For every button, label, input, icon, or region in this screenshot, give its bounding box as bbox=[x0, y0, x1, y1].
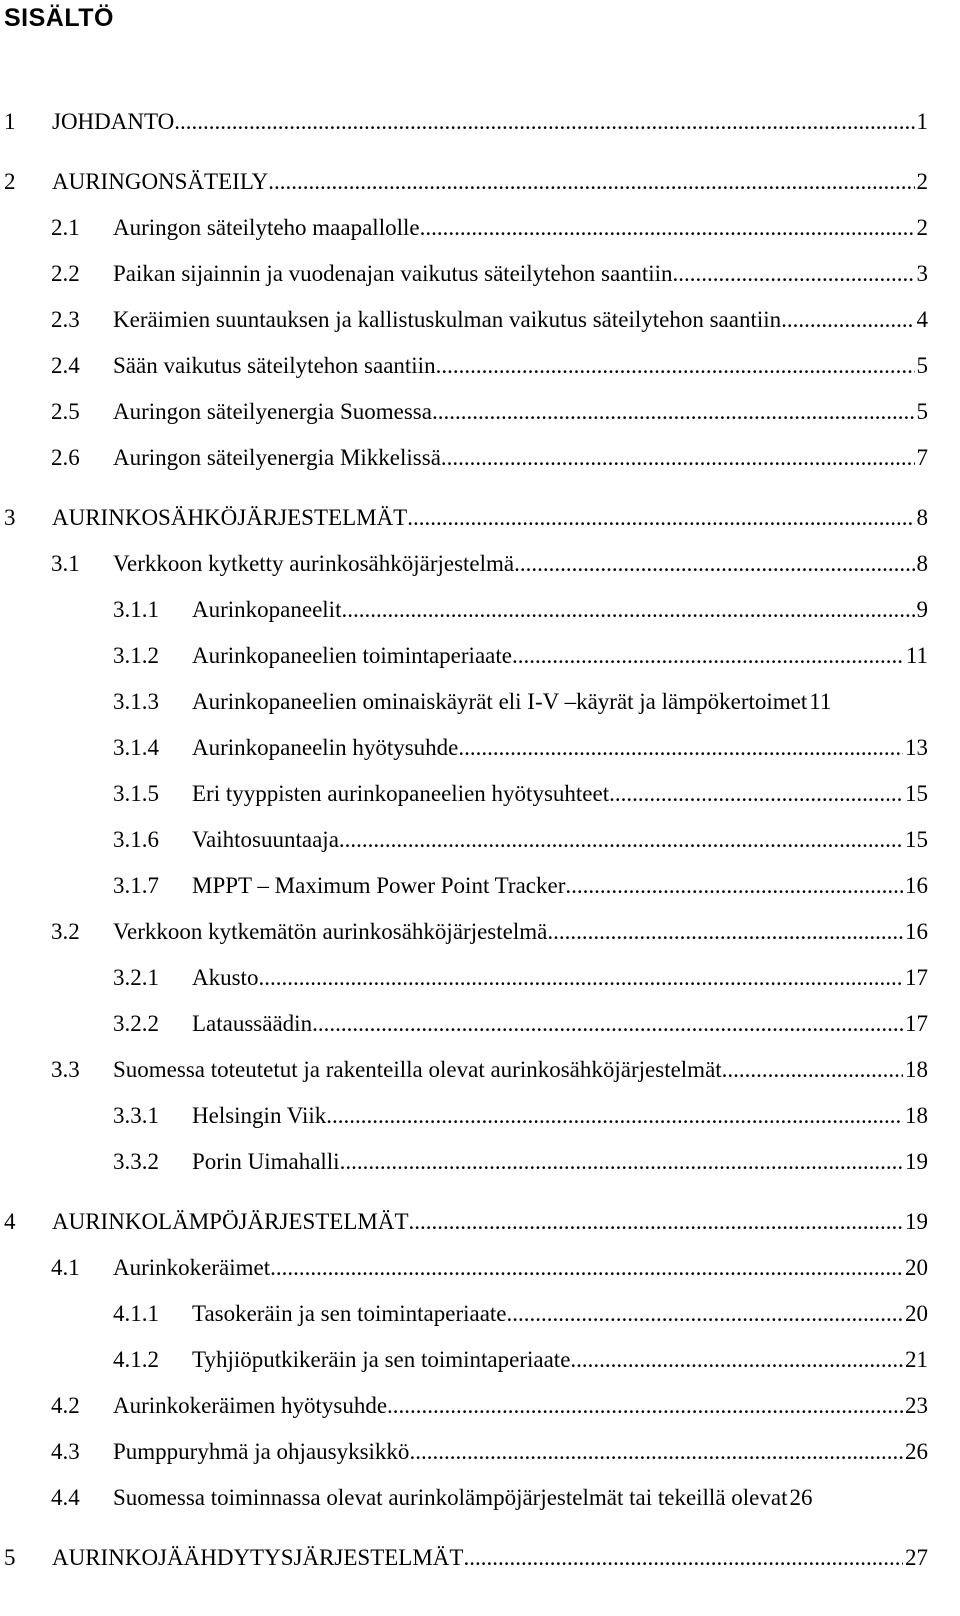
toc-entry-number: 3.2.2 bbox=[113, 1011, 159, 1036]
toc-entry-title: Verkkoon kytketty aurinkosähköjärjestelmä bbox=[113, 551, 515, 576]
toc-dot-leader bbox=[507, 1298, 903, 1330]
toc-entry-title: Helsingin Viik bbox=[192, 1103, 327, 1128]
toc-entry-title: AURINKOJÄÄHDYTYSJÄRJESTELMÄT bbox=[52, 1545, 464, 1570]
toc-entry-title: Auringon säteilyenergia Suomessa bbox=[113, 399, 432, 424]
toc-dot-leader bbox=[326, 1100, 903, 1132]
toc-dot-leader bbox=[420, 212, 915, 244]
toc-entry[interactable] bbox=[51, 350, 928, 382]
toc-entry-title: Aurinkopaneelin hyötysuhde bbox=[192, 735, 459, 760]
toc-dot-leader bbox=[781, 304, 914, 336]
toc-entry-page-number: 18 bbox=[905, 1057, 928, 1082]
toc-entry-page-number: 26 bbox=[789, 1485, 813, 1510]
toc-entry-number: 4.4 bbox=[51, 1485, 80, 1510]
toc-dot-leader bbox=[409, 1206, 903, 1238]
toc-entry-page-number: 2 bbox=[916, 215, 928, 240]
toc-entry-number: 3 bbox=[4, 505, 16, 530]
toc-entry-page-number: 23 bbox=[905, 1393, 928, 1418]
toc-entry-page-number: 20 bbox=[905, 1255, 928, 1280]
toc-entry-title: Aurinkopaneelien toimintaperiaate bbox=[192, 643, 512, 668]
toc-entry[interactable] bbox=[51, 258, 928, 290]
toc-entry-number: 2 bbox=[4, 169, 16, 194]
toc-entry-title: Suomessa toiminnassa olevat aurinkolämpöjärjestelmät tai tekeillä olevat bbox=[113, 1485, 788, 1510]
toc-entry-page-number: 16 bbox=[905, 919, 928, 944]
toc-entry-page-number: 15 bbox=[905, 781, 928, 806]
toc-entry-number: 3.2.1 bbox=[113, 965, 159, 990]
toc-entry[interactable] bbox=[4, 106, 928, 138]
toc-entry-page-number: 2 bbox=[916, 169, 928, 194]
toc-entry-page-number: 16 bbox=[905, 873, 928, 898]
toc-entry-number: 2.2 bbox=[51, 261, 80, 286]
toc-entry-page-number: 21 bbox=[905, 1347, 928, 1372]
toc-entry-number: 3.1.2 bbox=[113, 643, 159, 668]
toc-entry[interactable] bbox=[4, 166, 928, 198]
toc-entry-number: 3.1.4 bbox=[113, 735, 159, 760]
toc-entry-page-number: 9 bbox=[916, 597, 928, 622]
page-title: SISÄLTÖ bbox=[4, 4, 114, 32]
toc-entry[interactable] bbox=[113, 1344, 928, 1376]
toc-entry-number: 4.3 bbox=[51, 1439, 80, 1464]
toc-entry-title: Tasokeräin ja sen toimintaperiaate bbox=[192, 1301, 507, 1326]
toc-entry-title: JOHDANTO bbox=[52, 109, 175, 134]
toc-entry-title: Verkkoon kytkemätön aurinkosähköjärjestelmä bbox=[113, 919, 548, 944]
toc-entry-page-number: 19 bbox=[905, 1149, 928, 1174]
toc-entry-title: Tyhjiöputkikeräin ja sen toimintaperiaate bbox=[192, 1347, 571, 1372]
toc-entry-title: AURINGONSÄTEILY bbox=[52, 169, 269, 194]
toc-entry-title: Aurinkokeräimen hyötysuhde bbox=[113, 1393, 388, 1418]
toc-entry-number: 3.1 bbox=[51, 551, 80, 576]
toc-entry-page-number: 13 bbox=[905, 735, 928, 760]
toc-entry[interactable] bbox=[113, 732, 928, 764]
toc-dot-leader bbox=[312, 1008, 903, 1040]
toc-dot-leader bbox=[463, 1542, 903, 1574]
toc-entry[interactable] bbox=[113, 824, 928, 856]
toc-dot-leader bbox=[387, 1390, 903, 1422]
toc-entry-number: 3.3 bbox=[51, 1057, 80, 1082]
toc-entry-page-number: 5 bbox=[916, 353, 928, 378]
toc-entry[interactable] bbox=[113, 1298, 928, 1330]
toc-dot-leader bbox=[268, 166, 914, 198]
toc-entry[interactable] bbox=[113, 870, 928, 902]
toc-entry[interactable] bbox=[4, 1206, 928, 1238]
toc-entry-title: Aurinkopaneelien ominaiskäyrät eli I-V –käyrät ja lämpökertoimet bbox=[192, 689, 808, 714]
toc-dot-leader bbox=[514, 548, 914, 580]
toc-entry[interactable] bbox=[113, 1146, 928, 1178]
toc-entry-page-number: 8 bbox=[916, 551, 928, 576]
toc-entry-page-number: 19 bbox=[905, 1209, 928, 1234]
toc-dot-leader bbox=[565, 870, 903, 902]
toc-entry-title: Suomessa toteutetut ja rakenteilla olevat aurinkosähköjärjestelmät bbox=[113, 1057, 722, 1082]
toc-entry[interactable] bbox=[51, 442, 928, 474]
toc-entry[interactable] bbox=[51, 1390, 928, 1422]
toc-entry-page-number: 15 bbox=[905, 827, 928, 852]
toc-entry-page-number: 11 bbox=[809, 689, 832, 714]
toc-entry-number: 4.1.1 bbox=[113, 1301, 159, 1326]
toc-entry-page-number: 1 bbox=[916, 109, 928, 134]
toc-entry-number: 3.1.1 bbox=[113, 597, 159, 622]
toc-entry-page-number: 18 bbox=[905, 1103, 928, 1128]
toc-entry-number: 3.3.1 bbox=[113, 1103, 159, 1128]
toc-dot-leader bbox=[436, 350, 915, 382]
toc-dot-leader bbox=[174, 106, 914, 138]
toc-entry-title: AURINKOSÄHKÖJÄRJESTELMÄT bbox=[52, 505, 408, 530]
toc-entry-number: 3.1.7 bbox=[113, 873, 159, 898]
toc-entry-number: 3.2 bbox=[51, 919, 80, 944]
toc-entry-title: Sään vaikutus säteilytehon saantiin bbox=[113, 353, 436, 378]
toc-entry-title: Porin Uimahalli bbox=[192, 1149, 340, 1174]
toc-entry-title: Vaihtosuuntaaja bbox=[192, 827, 339, 852]
toc-entry-title: Eri tyyppisten aurinkopaneelien hyötysuhteet bbox=[192, 781, 610, 806]
toc-entry-title: Aurinkopaneelit bbox=[192, 597, 342, 622]
toc-entry-number: 4.1.2 bbox=[113, 1347, 159, 1372]
toc-entry[interactable] bbox=[4, 1542, 928, 1574]
toc-entry[interactable] bbox=[113, 686, 928, 718]
toc-entry-number: 4.2 bbox=[51, 1393, 80, 1418]
toc-entry[interactable] bbox=[51, 548, 928, 580]
toc-entry-number: 3.1.6 bbox=[113, 827, 159, 852]
toc-entry-number: 4.1 bbox=[51, 1255, 80, 1280]
toc-dot-leader bbox=[722, 1054, 903, 1086]
toc-entry-page-number: 4 bbox=[916, 307, 928, 332]
toc-entry-title: Pumppuryhmä ja ohjausyksikkö bbox=[113, 1439, 410, 1464]
toc-entry-title: Auringon säteilyenergia Mikkelissä bbox=[113, 445, 441, 470]
toc-entry-page-number: 26 bbox=[905, 1439, 928, 1464]
toc-entry[interactable] bbox=[51, 1436, 928, 1468]
toc-entry[interactable] bbox=[51, 212, 928, 244]
toc-entry[interactable] bbox=[113, 594, 928, 626]
toc-dot-leader bbox=[341, 594, 914, 626]
toc-entry-title: AURINKOLÄMPÖJÄRJESTELMÄT bbox=[52, 1209, 409, 1234]
toc-entry-number: 2.6 bbox=[51, 445, 80, 470]
toc-entry[interactable] bbox=[51, 1252, 928, 1284]
toc-entry[interactable] bbox=[51, 1054, 928, 1086]
toc-entry-page-number: 3 bbox=[916, 261, 928, 286]
toc-entry[interactable] bbox=[113, 640, 928, 672]
toc-entry-number: 3.3.2 bbox=[113, 1149, 159, 1174]
toc-entry-title: Keräimien suuntauksen ja kallistuskulman vaikutus säteilytehon saantiin bbox=[113, 307, 782, 332]
toc-entry-title: Aurinkokeräimet bbox=[113, 1255, 271, 1280]
toc-entry-title: MPPT – Maximum Power Point Tracker bbox=[192, 873, 566, 898]
toc-entry-number: 2.3 bbox=[51, 307, 80, 332]
toc-entry-page-number: 17 bbox=[905, 965, 928, 990]
toc-dot-leader bbox=[673, 258, 915, 290]
toc-dot-leader bbox=[407, 502, 914, 534]
toc-entry-number: 3.1.5 bbox=[113, 781, 159, 806]
toc-entry-page-number: 5 bbox=[916, 399, 928, 424]
toc-entry-title: Paikan sijainnin ja vuodenajan vaikutus säteilytehon saantiin bbox=[113, 261, 673, 286]
toc-dot-leader bbox=[458, 732, 903, 764]
toc-dot-leader bbox=[409, 1436, 903, 1468]
toc-entry[interactable] bbox=[113, 962, 928, 994]
toc-dot-leader bbox=[432, 396, 915, 428]
toc-dot-leader bbox=[609, 778, 903, 810]
toc-entry[interactable] bbox=[113, 778, 928, 810]
toc-entry[interactable] bbox=[113, 1100, 928, 1132]
toc-entry[interactable] bbox=[51, 304, 928, 336]
toc-entry-number: 2.1 bbox=[51, 215, 80, 240]
toc-entry-title: Auringon säteilyteho maapallolle bbox=[113, 215, 420, 240]
toc-entry-number: 1 bbox=[4, 109, 16, 134]
toc-dot-leader bbox=[339, 824, 903, 856]
toc-entry-number: 4 bbox=[4, 1209, 16, 1234]
toc-dot-leader bbox=[258, 962, 903, 994]
toc-entry-number: 3.1.3 bbox=[113, 689, 159, 714]
toc-entry-page-number: 8 bbox=[916, 505, 928, 530]
toc-dot-leader bbox=[441, 442, 915, 474]
toc-entry-number: 2.4 bbox=[51, 353, 80, 378]
toc-entry-page-number: 7 bbox=[916, 445, 928, 470]
toc-dot-leader bbox=[547, 916, 903, 948]
toc-entry-title: Akusto bbox=[192, 965, 259, 990]
toc-entry-number: 5 bbox=[4, 1545, 16, 1570]
toc-dot-leader bbox=[340, 1146, 903, 1178]
toc-entry-page-number: 20 bbox=[905, 1301, 928, 1326]
toc-dot-leader bbox=[570, 1344, 903, 1376]
toc-entry[interactable] bbox=[51, 1482, 928, 1514]
toc-dot-leader bbox=[270, 1252, 903, 1284]
toc-entry-title: Lataussäädin bbox=[192, 1011, 313, 1036]
toc-entry-number: 2.5 bbox=[51, 399, 80, 424]
toc-entry-page-number: 11 bbox=[905, 643, 928, 668]
toc-entry[interactable] bbox=[51, 396, 928, 428]
toc-dot-leader bbox=[512, 640, 904, 672]
toc-entry-page-number: 17 bbox=[905, 1011, 928, 1036]
toc-entry[interactable] bbox=[51, 916, 928, 948]
toc-entry[interactable] bbox=[113, 1008, 928, 1040]
toc-entry-page-number: 27 bbox=[905, 1545, 928, 1570]
toc-entry[interactable] bbox=[4, 502, 928, 534]
